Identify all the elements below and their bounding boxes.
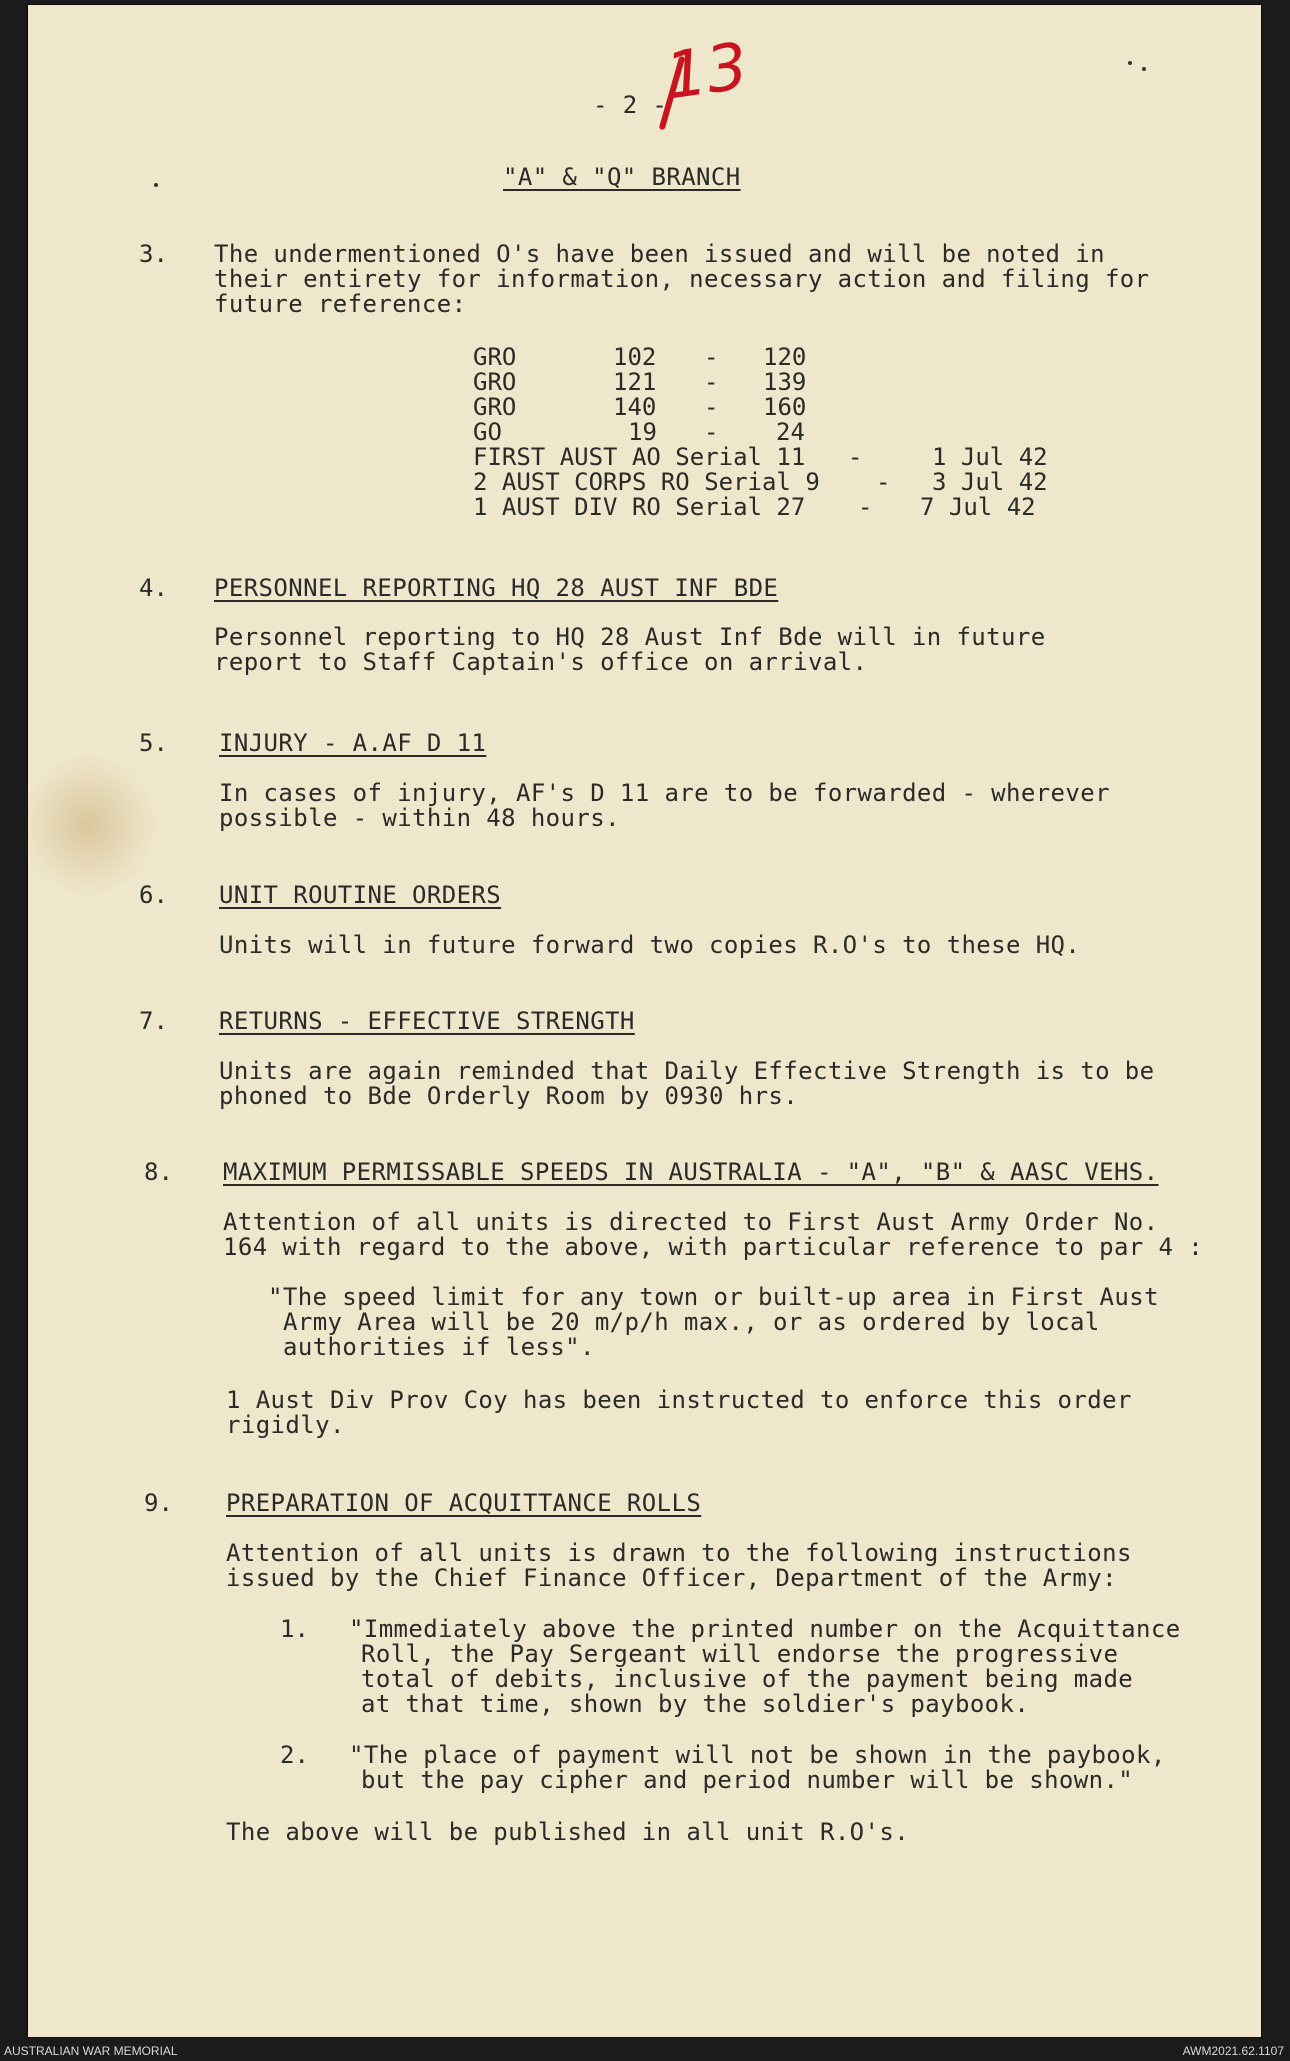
paragraph-line: In cases of injury, AF's D 11 are to be forwarded - wherever — [219, 779, 1110, 807]
paragraph-line: rigidly. — [226, 1411, 345, 1439]
item-number: 2. — [280, 1741, 309, 1769]
order-type: GRO — [473, 393, 517, 421]
quote-line: "The speed limit for any town or built-up area in First Aust — [268, 1283, 1159, 1311]
order-type: GO — [473, 418, 502, 446]
item-line: Roll, the Pay Sergeant will endorse the progressive — [361, 1640, 1119, 1668]
section-number: 9. — [144, 1489, 173, 1517]
order-to: 139 — [763, 368, 807, 396]
order-to: 160 — [763, 393, 807, 421]
order-dash: - — [704, 418, 719, 446]
paragraph-line: phoned to Bde Orderly Room by 0930 hrs. — [219, 1082, 799, 1110]
section-number: 6. — [139, 881, 168, 909]
order-from: 102 — [613, 343, 657, 371]
closing-line: The above will be published in all unit R.O's. — [226, 1818, 910, 1846]
order-to: 24 — [776, 418, 805, 446]
paragraph-line: Attention of all units is directed to First Aust Army Order No. — [223, 1208, 1159, 1236]
item-number: 1. — [280, 1615, 309, 1643]
item-line: but the pay cipher and period number will be shown." — [361, 1766, 1134, 1794]
serial-text: FIRST AUST AO Serial 11 — [473, 443, 806, 471]
serial-date: 7 Jul 42 — [920, 493, 1036, 521]
order-from: 19 — [628, 418, 657, 446]
archive-reference: AWM2021.62.1107 — [1182, 2044, 1284, 2058]
ink-speck — [1128, 61, 1132, 65]
quote-line: Army Area will be 20 m/p/h max., or as ordered by local — [283, 1308, 1100, 1336]
serial-date: 1 Jul 42 — [932, 443, 1048, 471]
quote-line: authorities if less". — [283, 1333, 595, 1361]
serial-dash: - — [848, 443, 863, 471]
ink-speck — [1142, 67, 1146, 71]
order-dash: - — [704, 368, 719, 396]
section-heading: PREPARATION OF ACQUITTANCE ROLLS — [226, 1489, 702, 1517]
paragraph-line: Units will in future forward two copies R.O's to these HQ. — [219, 931, 1081, 959]
section-heading: PERSONNEL REPORTING HQ 28 AUST INF BDE — [214, 574, 779, 602]
paragraph-line: Attention of all units is drawn to the following instructions — [226, 1539, 1132, 1567]
page-header: - 2 - — [593, 91, 668, 119]
order-from: 140 — [613, 393, 657, 421]
document-page — [28, 5, 1261, 2037]
item-line: total of debits, inclusive of the payment being made — [361, 1665, 1134, 1693]
paragraph-line: possible - within 48 hours. — [219, 804, 620, 832]
order-dash: - — [704, 343, 719, 371]
ink-speck — [154, 183, 158, 187]
folio-number: 13 — [661, 29, 753, 115]
paragraph-line: 164 with regard to the above, with particular reference to par 4 : — [223, 1233, 1204, 1261]
paragraph-line: Units are again reminded that Daily Effective Strength is to be — [219, 1057, 1155, 1085]
order-type: GRO — [473, 368, 517, 396]
paragraph-line: 1 Aust Div Prov Coy has been instructed to enforce this order — [226, 1386, 1132, 1414]
serial-dash: - — [876, 468, 891, 496]
paragraph-line: future reference: — [214, 290, 467, 318]
paragraph-line: The undermentioned O's have been issued and will be noted in — [214, 240, 1105, 268]
section-number: 4. — [139, 574, 168, 602]
branch-heading: "A" & "Q" BRANCH — [503, 163, 741, 191]
section-heading: UNIT ROUTINE ORDERS — [219, 881, 502, 909]
item-line: at that time, shown by the soldier's paybook. — [361, 1690, 1030, 1718]
section-heading: INJURY - A.AF D 11 — [219, 729, 487, 757]
paragraph-line: their entirety for information, necessary action and filing for — [214, 265, 1150, 293]
paragraph-line: issued by the Chief Finance Officer, Department of the Army: — [226, 1564, 1117, 1592]
order-dash: - — [704, 393, 719, 421]
archive-credit: AUSTRALIAN WAR MEMORIAL — [4, 2044, 178, 2058]
section-heading: MAXIMUM PERMISSABLE SPEEDS IN AUSTRALIA - "A", "B" & AASC VEHS. — [223, 1158, 1159, 1186]
item-line: "The place of payment will not be shown in the paybook, — [349, 1741, 1166, 1769]
order-to: 120 — [763, 343, 807, 371]
item-line: "Immediately above the printed number on the Acquittance — [349, 1615, 1181, 1643]
section-number: 3. — [139, 240, 168, 268]
section-number: 8. — [144, 1158, 173, 1186]
serial-date: 3 Jul 42 — [932, 468, 1048, 496]
order-from: 121 — [613, 368, 657, 396]
section-number: 7. — [139, 1007, 168, 1035]
paragraph-line: Personnel reporting to HQ 28 Aust Inf Bde will in future — [214, 623, 1046, 651]
paragraph-line: report to Staff Captain's office on arrival. — [214, 648, 868, 676]
serial-text: 1 AUST DIV RO Serial 27 — [473, 493, 806, 521]
section-heading: RETURNS - EFFECTIVE STRENGTH — [219, 1007, 635, 1035]
serial-dash: - — [858, 493, 873, 521]
section-number: 5. — [139, 729, 168, 757]
serial-text: 2 AUST CORPS RO Serial 9 — [473, 468, 820, 496]
order-type: GRO — [473, 343, 517, 371]
